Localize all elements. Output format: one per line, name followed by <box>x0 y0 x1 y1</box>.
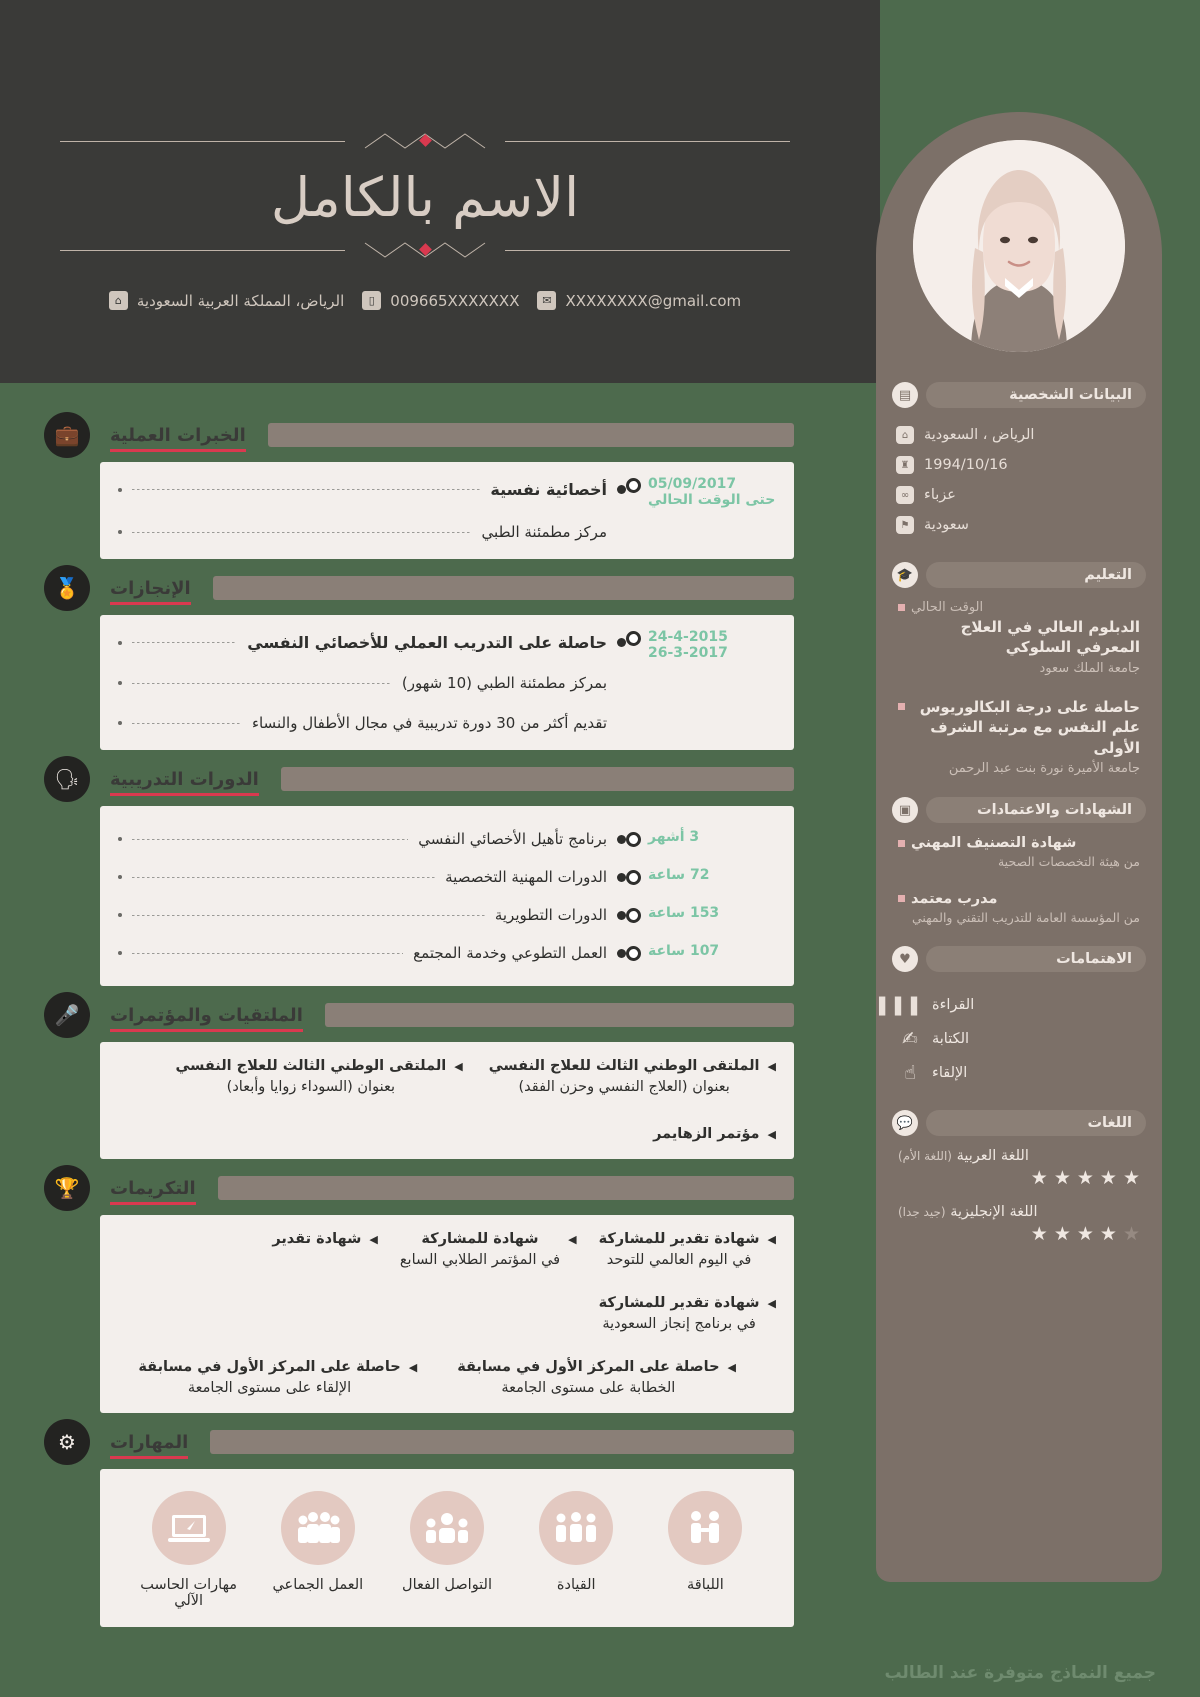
trophy-icon: 🏆 <box>44 1165 90 1211</box>
avatar <box>913 140 1125 352</box>
experience-role: أخصائية نفسية <box>490 480 607 499</box>
list-item <box>898 1056 1140 1090</box>
cake-icon: ♜ <box>896 456 914 474</box>
language-note: (جيد جدا) <box>898 1205 946 1220</box>
sidebar <box>876 112 1162 1582</box>
experience-employer: مركز مطمئنة الطبي <box>481 523 607 541</box>
section-achievements <box>44 573 794 750</box>
writing-hand-icon: ✍ <box>902 1028 918 1051</box>
language-item <box>898 1148 1140 1244</box>
section-experience <box>44 420 794 559</box>
triangle-bullet-icon: ◀ <box>727 1361 736 1375</box>
section-title-skills: المهارات <box>98 1432 200 1453</box>
list-item <box>896 480 1142 510</box>
experience-dates <box>648 476 775 508</box>
main-column <box>44 420 794 1641</box>
microphone-icon: 🎤 <box>44 992 90 1038</box>
section-title-achievements: الإنجازات <box>98 578 203 599</box>
language-rating: ★ ★ ★ ★ ★ <box>1030 1223 1140 1246</box>
skill-label: مهارات الحاسب الآلي <box>140 1577 238 1610</box>
skill-label: اللباقة <box>687 1577 724 1594</box>
personal-info-list <box>896 420 1142 540</box>
contact-address-text: الرياض، المملكة العربية السعودية <box>136 291 345 310</box>
courses-body <box>100 806 794 986</box>
square-bullet-icon <box>898 840 905 847</box>
contact-row <box>60 291 790 310</box>
honor-subtitle: في اليوم العالمي للتوحد <box>606 1252 752 1269</box>
list-item <box>653 1124 776 1145</box>
sidebar-section-personal <box>892 382 1146 408</box>
language-note: (اللغة الأم) <box>898 1149 952 1164</box>
list-item <box>896 450 1142 480</box>
table-row <box>118 896 776 934</box>
section-bar <box>281 767 794 791</box>
table-row <box>118 858 776 896</box>
achievements-body <box>100 615 794 750</box>
section-bar <box>268 423 794 447</box>
personal-city: الرياض ، السعودية <box>924 427 1035 443</box>
mail-icon: ✉ <box>537 291 556 310</box>
honor-subtitle: الإلقاء على مستوى الجامعة <box>187 1380 352 1397</box>
honor-title: حاصلة على المركز الأول في مسابقة <box>138 1359 401 1376</box>
section-conferences <box>44 1000 794 1159</box>
certificate-item <box>898 891 1140 927</box>
contact-address <box>109 291 344 310</box>
rings-icon: ∞ <box>896 486 914 504</box>
contact-email[interactable] <box>537 291 741 310</box>
triangle-bullet-icon: ◀ <box>408 1361 418 1375</box>
heart-icon: ♥ <box>892 946 918 972</box>
skill-label: القيادة <box>556 1577 596 1594</box>
section-bar <box>325 1003 794 1027</box>
education-tag: الوقت الحالي <box>911 600 984 615</box>
conference-title: مؤتمر الزهايمر <box>653 1126 760 1143</box>
education-title: حاصلة على درجة البكالوريوس علم النفس مع مرتبة الشرف الأولى <box>919 698 1140 757</box>
honor-title: شهادة تقدير للمشاركة <box>598 1295 760 1312</box>
certificate-item <box>898 835 1140 871</box>
table-row <box>118 934 776 972</box>
list-item <box>874 988 1140 1022</box>
list-item <box>138 1357 417 1399</box>
briefcase-icon: 💼 <box>44 412 90 458</box>
experience-timeline <box>626 476 776 509</box>
resume-header <box>0 0 880 383</box>
medal-icon: 🏅 <box>44 565 90 611</box>
experience-body <box>100 462 794 559</box>
speaking-icon: ☝ <box>904 1062 916 1085</box>
honor-subtitle: الخطابة على مستوى الجامعة <box>501 1380 676 1397</box>
graduation-cap-icon: 🎓 <box>892 562 918 588</box>
communication-icon <box>410 1491 484 1565</box>
achievement-line: بمركز مطمئنة الطبي (10 شهور) <box>401 674 607 692</box>
section-bar <box>210 1430 794 1454</box>
list-item <box>400 1229 577 1271</box>
skill-item <box>254 1491 382 1593</box>
interest-label: الكتابة <box>932 1031 970 1048</box>
skill-label: العمل الجماعي <box>272 1577 364 1594</box>
conferences-body <box>100 1042 794 1159</box>
achievement-line: حاصلة على التدريب العملي للأخصائي النفسي <box>247 633 607 652</box>
books-icon: ❚❚❚ <box>874 994 922 1017</box>
interests-list <box>874 988 1140 1090</box>
list-item <box>272 1229 378 1271</box>
education-item <box>898 600 1140 677</box>
achievements-timeline <box>626 629 776 662</box>
personal-marital-status: عزباء <box>924 487 956 503</box>
square-bullet-icon <box>898 703 905 710</box>
square-bullet-icon <box>898 604 905 611</box>
honor-subtitle: في المؤتمر الطلابي السابع <box>399 1252 561 1269</box>
honor-title: شهادة للمشاركة <box>421 1231 539 1248</box>
sidebar-education-title: التعليم <box>1084 567 1132 583</box>
conference-subtitle: بعنوان (السوداء زوايا وأبعاد) <box>226 1079 395 1096</box>
course-duration: 72 ساعة <box>648 867 710 883</box>
table-row <box>118 820 776 858</box>
certificate-title: شهادة التصنيف المهني <box>911 835 1077 852</box>
phone-icon: ▯ <box>362 291 381 310</box>
home-icon: ⌂ <box>896 426 914 444</box>
section-title-conferences: الملتقيات والمؤتمرات <box>98 1005 315 1026</box>
ornament-top <box>60 130 790 152</box>
chat-icon: 💬 <box>892 1110 918 1136</box>
flag-icon: ⚑ <box>896 516 914 534</box>
gear-icon: ⚙ <box>44 1419 90 1465</box>
conference-subtitle: بعنوان (العلاج النفسي وحزن الفقد) <box>518 1079 730 1096</box>
triangle-bullet-icon: ◀ <box>454 1060 463 1073</box>
id-card-icon: ▤ <box>892 382 918 408</box>
date-end: حتى الوقت الحالي <box>648 492 776 509</box>
contact-phone[interactable] <box>362 291 519 310</box>
achievements-dates <box>648 629 728 661</box>
timeline-dot-icon <box>626 870 641 885</box>
list-item <box>457 1357 736 1399</box>
date-start: 05/09/2017 <box>648 476 737 492</box>
course-title: الدورات المهنية التخصصية <box>445 868 607 886</box>
square-bullet-icon <box>898 895 905 902</box>
footer-note: جميع النماذج متوفرة عند الطالب <box>884 1663 1156 1683</box>
timeline-dot-icon <box>626 832 641 847</box>
honor-title: شهادة تقدير <box>272 1231 362 1248</box>
certificate-issuer: من المؤسسة العامة للتدريب التقني والمهني <box>911 909 1140 925</box>
skill-item <box>512 1491 640 1593</box>
group-icon <box>539 1491 613 1565</box>
section-bar <box>218 1176 794 1200</box>
education-title: الدبلوم العالي في العلاج المعرفي السلوكي <box>960 618 1140 657</box>
course-title: الدورات التطويرية <box>494 906 607 924</box>
achievement-line: تقديم أكثر من 30 دورة تدريبية في مجال الأطفال والنساء <box>251 714 607 732</box>
sidebar-section-interests <box>892 946 1146 972</box>
skill-label: التواصل الفعال <box>402 1577 493 1594</box>
education-institution: جامعة الأميرة نورة بنت عبد الرحمن <box>948 760 1140 776</box>
teamwork-icon <box>281 1491 355 1565</box>
page-title: الاسم بالكامل <box>270 166 580 229</box>
list-item <box>896 510 1142 540</box>
ornament-bottom <box>60 239 790 261</box>
section-skills <box>44 1427 794 1627</box>
list-item <box>599 1229 776 1271</box>
date-start: 24-4-2015 <box>648 629 728 645</box>
sidebar-section-education <box>892 562 1146 588</box>
education-institution: جامعة الملك سعود <box>1039 660 1140 676</box>
computer-icon <box>152 1491 226 1565</box>
section-honors <box>44 1173 794 1413</box>
timeline-dot-icon <box>626 946 641 961</box>
personal-nationality: سعودية <box>924 517 969 533</box>
course-duration: 107 ساعة <box>648 943 720 959</box>
course-title: العمل التطوعي وخدمة المجتمع <box>413 944 607 962</box>
timeline-dot-icon <box>626 631 641 646</box>
sidebar-personal-title: البيانات الشخصية <box>1009 387 1132 403</box>
list-item <box>489 1056 776 1098</box>
sidebar-section-certificates <box>892 797 1146 823</box>
contact-email-text: XXXXXXXX@gmail.com <box>565 291 742 310</box>
interest-label: القراءة <box>932 997 975 1014</box>
language-name: اللغة العربية <box>956 1148 1029 1165</box>
triangle-bullet-icon: ◀ <box>767 1233 776 1247</box>
section-title-courses: الدورات التدريبية <box>98 769 271 790</box>
course-duration: 3 أشهر <box>648 829 700 845</box>
skill-item <box>125 1491 253 1609</box>
triangle-bullet-icon: ◀ <box>369 1233 378 1247</box>
triangle-bullet-icon: ◀ <box>767 1060 776 1073</box>
personal-birthdate: 1994/10/16 <box>924 457 1008 473</box>
sidebar-languages-title: اللغات <box>1087 1115 1132 1132</box>
language-rating: ★ ★ ★ ★ ★ <box>1030 1167 1140 1190</box>
home-icon: ⌂ <box>109 291 128 310</box>
timeline-dot-icon <box>626 478 641 493</box>
skill-item <box>383 1491 511 1593</box>
section-title-honors: التكريمات <box>98 1178 208 1199</box>
honor-subtitle: في برنامج إنجاز السعودية <box>602 1316 756 1333</box>
section-bar <box>213 576 794 600</box>
triangle-bullet-icon: ◀ <box>568 1233 577 1247</box>
timeline-dot-icon <box>626 908 641 923</box>
course-title: برنامج تأهيل الأخصائي النفسي <box>418 830 607 848</box>
certificate-icon: ▣ <box>892 797 918 823</box>
skills-body <box>100 1469 794 1627</box>
sidebar-section-languages <box>892 1110 1146 1136</box>
section-title-experience: الخبرات العملية <box>98 425 258 446</box>
certificate-issuer: من هيئة التخصصات الصحية <box>997 854 1140 870</box>
list-item <box>175 1056 462 1098</box>
honor-title: حاصلة على المركز الأول في مسابقة <box>457 1359 720 1376</box>
list-item <box>898 1022 1140 1056</box>
triangle-bullet-icon: ◀ <box>767 1128 776 1142</box>
education-item <box>898 697 1140 777</box>
sidebar-interests-title: الاهتمامات <box>1056 951 1132 968</box>
section-courses <box>44 764 794 986</box>
handshake-icon <box>668 1491 742 1565</box>
contact-phone-text: 009665XXXXXXX <box>390 291 520 310</box>
training-icon: 🗣 <box>44 756 90 802</box>
list-item <box>599 1293 776 1335</box>
language-name: اللغة الإنجليزية <box>950 1204 1038 1221</box>
date-end: 26-3-2017 <box>648 645 728 662</box>
sidebar-certificates-title: الشهادات والاعتمادات <box>977 802 1132 819</box>
list-item <box>896 420 1142 450</box>
course-duration: 153 ساعة <box>648 905 720 921</box>
interest-label: الإلقاء <box>932 1065 968 1082</box>
honors-body <box>100 1215 794 1413</box>
triangle-bullet-icon: ◀ <box>767 1297 776 1311</box>
certificate-title: مدرب معتمد <box>911 890 998 907</box>
conference-title: الملتقى الوطني الثالث للعلاج النفسي <box>175 1058 447 1074</box>
honor-title: شهادة تقدير للمشاركة <box>598 1231 760 1248</box>
conference-title: الملتقى الوطني الثالث للعلاج النفسي <box>488 1058 760 1074</box>
skill-item <box>641 1491 769 1593</box>
